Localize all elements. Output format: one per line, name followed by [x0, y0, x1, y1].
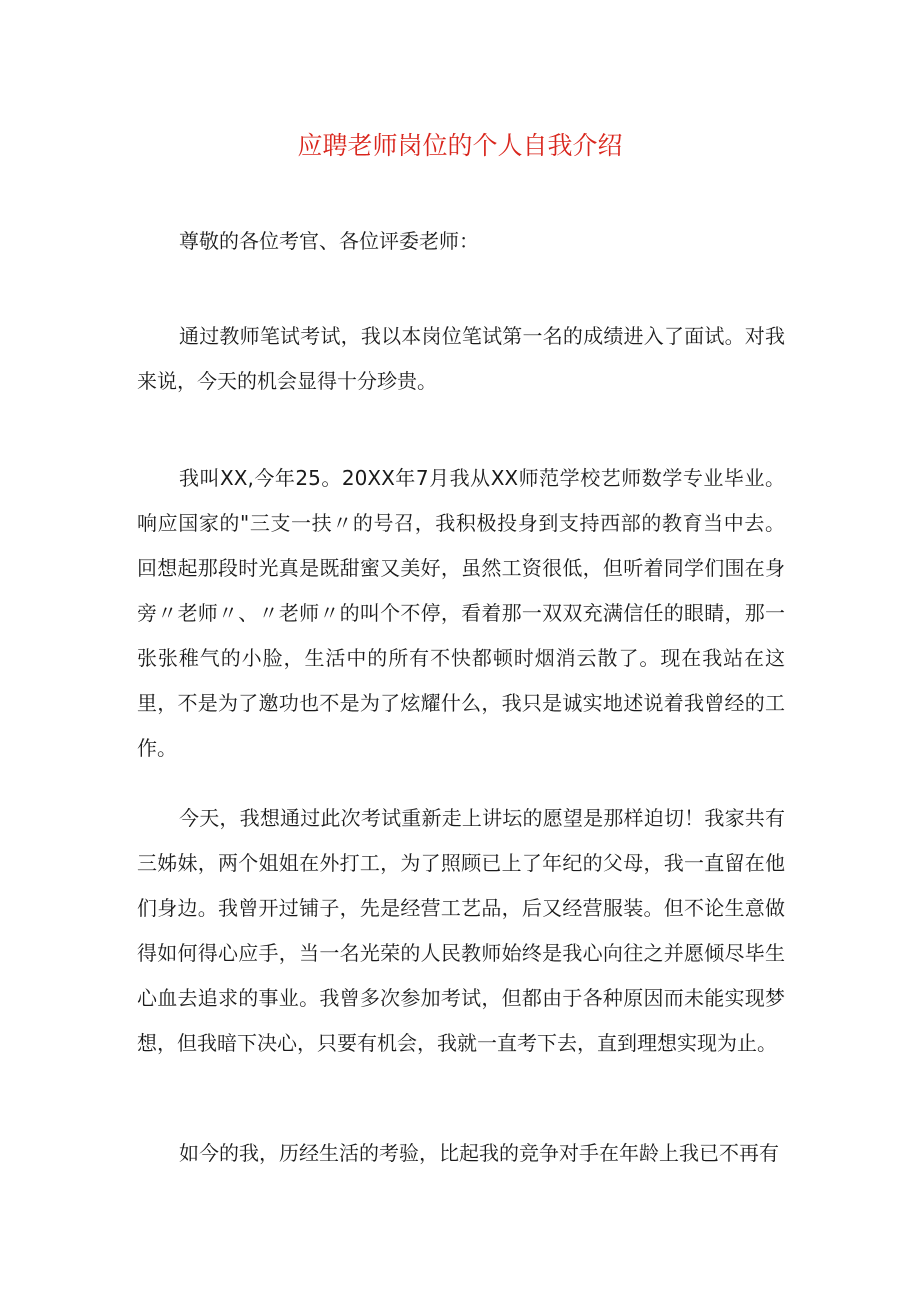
salutation: 尊敬的各位考官、各位评委老师：: [179, 229, 479, 253]
document-title: 应聘老师岗位的个人自我介绍: [297, 131, 623, 160]
paragraph-4: 如今的我，历经生活的考验，比起我的竞争对手在年龄上我已不再有: [179, 1141, 779, 1165]
paragraph-3: 今天，我想通过此次考试重新走上讲坛的愿望是那样迫切！我家共有三姊妹，两个姐姐在外打工，为了照顾已上了年纪的父母，我一直留在他们身边。我曾开过铺子，先是经营工艺品，后又经营服装。但不论生意做得如何得心应手，当一名光荣的人民教师始终是我心向往之并愿倾尽毕生心血去追求的事业。我曾多次参加考试，但都由于各种原因而未能实现梦想，但我暗下决心，只要有机会，我就一直考下去，直到理想实现为止。: [137, 806, 785, 1055]
paragraph-2: 我叫XX,今年25。20XX年7月我从XX师范学校艺师数学专业毕业。响应国家的"三支一扶〃的号召，我积极投身到支持西部的教育当中去。回想起那段时光真是既甜蜜又美好，虽然工资很低，但听着同学们围在身旁〃老师〃、〃老师〃的叫个不停，看着那一双双充满信任的眼睛，那一张张稚气的小脸，生活中的所有不快都顿时烟消云散了。现在我站在这里，不是为了邀功也不是为了炫耀什么，我只是诚实地述说着我曾经的工作。: [137, 466, 785, 760]
paragraph-1: 通过教师笔试考试，我以本岗位笔试第一名的成绩进入了面试。对我来说，今天的机会显得十分珍贵。: [137, 324, 785, 393]
